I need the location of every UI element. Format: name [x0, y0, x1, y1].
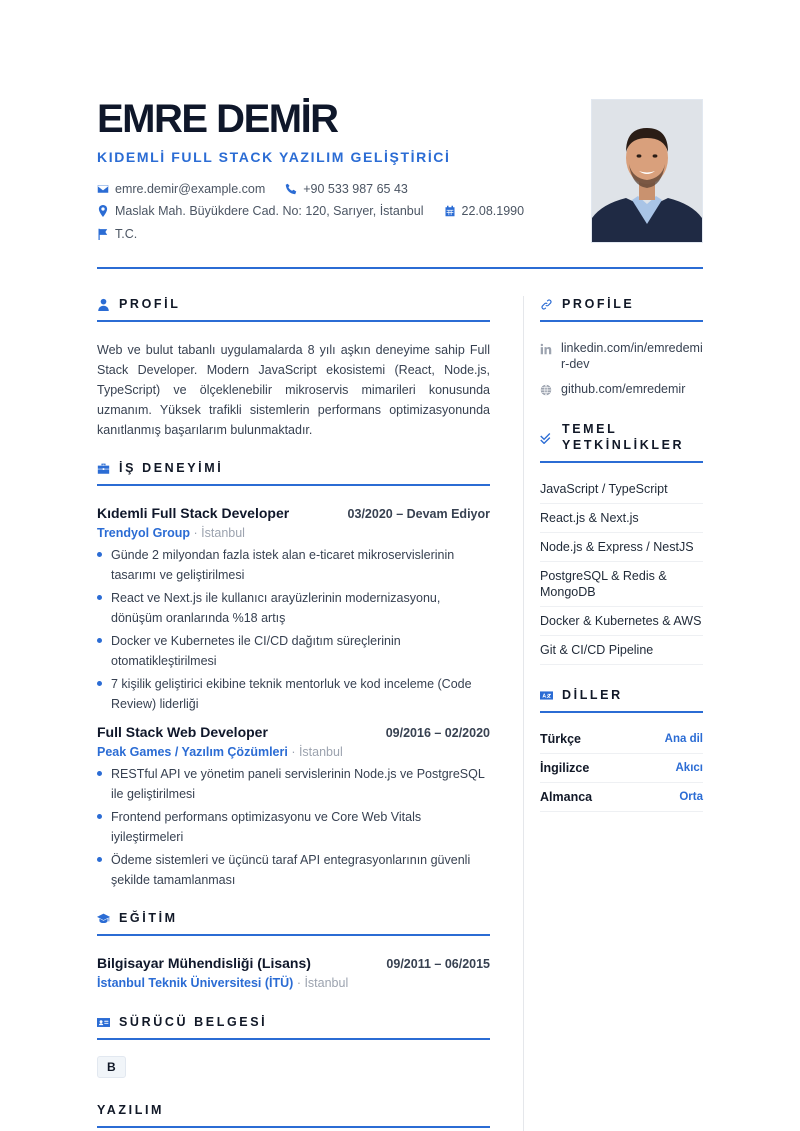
job-date: 03/2020 – Devam Ediyor: [347, 507, 490, 521]
phone-icon: [285, 183, 297, 195]
section-profile: [97, 296, 490, 440]
section-profiles: [540, 296, 703, 397]
section-header-profiles: [540, 296, 703, 322]
section-header-software: [97, 1102, 490, 1128]
portrait-image: [592, 100, 702, 242]
email-text: emre.demir@example.com: [115, 182, 266, 196]
list-item: 7 kişilik geliştirici ekibine teknik mentorluk ve kod inceleme (Code Review) liderliği: [97, 674, 490, 714]
list-item: JavaScript / TypeScript: [540, 475, 703, 504]
section-header-skills: [540, 421, 703, 463]
job-location: · İstanbul: [190, 526, 245, 540]
section-header-education: [97, 910, 490, 936]
job-company: Trendyol Group: [97, 526, 191, 540]
contact-row-1: [97, 181, 428, 197]
skills-list: [540, 475, 703, 665]
job-date: 09/2016 – 02/2020: [385, 726, 490, 740]
double-check-icon: [540, 431, 553, 444]
language-level: Orta: [679, 791, 703, 803]
list-item: RESTful API ve yönetim paneli servislerinin Node.js ve PostgreSQL ile geliştirilmesi: [97, 764, 490, 804]
linkedin-link[interactable]: [540, 340, 703, 372]
list-item: [540, 783, 703, 812]
list-item: Node.js & Express / NestJS: [540, 533, 703, 562]
candidate-title: KIDEMLİ FULL STACK YAZILIM GELİŞTİRİCİ: [97, 149, 451, 165]
resume-page: [97, 0, 703, 1131]
phone-text: +90 533 987 65 43: [303, 182, 408, 196]
school: İstanbul Teknik Üniversitesi (İTÜ): [97, 976, 294, 990]
section-experience: [97, 460, 490, 890]
job-entry: [97, 504, 490, 714]
section-title: EĞİTİM: [119, 911, 178, 925]
section-title: DİLLER: [562, 688, 623, 702]
language-name: Türkçe: [540, 732, 581, 746]
birthdate-text: 22.08.1990: [461, 204, 525, 218]
envelope-icon: [97, 183, 109, 195]
list-item: React.js & Next.js: [540, 504, 703, 533]
main-column: [97, 296, 490, 1128]
job-bullets: [97, 545, 490, 714]
list-item: Docker & Kubernetes & AWS: [540, 607, 703, 636]
section-skills: [540, 421, 703, 665]
license-badge: B: [97, 1056, 126, 1078]
languages-list: [540, 725, 703, 812]
section-title: PROFİL: [119, 297, 181, 311]
job-title: Full Stack Web Developer: [97, 724, 268, 740]
list-item: Docker ve Kubernetes ile CI/CD dağıtım süreçlerinin otomatikleştirilmesi: [97, 631, 490, 671]
profile-summary: Web ve bulut tabanlı uygulamalarda 8 yılı aşkın deneyime sahip Full Stack Developer. Modern JavaScript ekosistemi (React, Node.js, TypeScript) ve ölçeklenebilir mikroservis mimarileri konusunda uzmanım. Yüksek trafikli sistemlerin performans optimizasyonunda kanıtlanmış başarılarım bulunmaktadır.: [97, 343, 490, 437]
section-header-experience: [97, 460, 490, 486]
contact-row-3: [97, 226, 157, 242]
profile-photo: [591, 99, 703, 243]
section-languages: [540, 687, 703, 812]
flag-icon: [97, 228, 109, 240]
education-entry: [97, 954, 490, 992]
list-item: Ödeme sistemleri ve üçüncü taraf API entegrasyonlarının güvenli şekilde tamamlanması: [97, 850, 490, 890]
section-title: TEMEL YETKİNLİKLER: [562, 422, 685, 452]
list-item: Frontend performans optimizasyonu ve Core Web Vitals iyileştirmeleri: [97, 807, 490, 847]
section-title: SÜRÜCÜ BELGESİ: [119, 1015, 268, 1029]
linkedin-text: linkedin.com/in/emredemir-dev: [561, 341, 703, 371]
school-location: · İstanbul: [293, 976, 349, 990]
degree: Bilgisayar Mühendisliği (Lisans): [97, 955, 311, 971]
globe-icon: [540, 384, 552, 396]
language-level: Akıcı: [675, 762, 703, 774]
linkedin-icon: [540, 343, 552, 355]
link-icon: [540, 298, 553, 311]
github-link[interactable]: [540, 381, 703, 397]
job-bullets: [97, 764, 490, 890]
user-icon: [97, 298, 110, 311]
briefcase-icon: [97, 462, 110, 475]
language-icon: [540, 689, 553, 702]
github-text: github.com/emredemir: [561, 382, 686, 396]
job-title: Kıdemli Full Stack Developer: [97, 505, 290, 521]
contact-phone[interactable]: [285, 181, 408, 197]
section-header-profile: [97, 296, 490, 322]
nationality-text: T.C.: [115, 227, 138, 241]
header-divider: [97, 267, 703, 269]
job-entry: [97, 723, 490, 890]
list-item: PostgreSQL & Redis & MongoDB: [540, 562, 703, 607]
language-name: İngilizce: [540, 761, 590, 775]
education-date: 09/2011 – 06/2015: [386, 957, 490, 971]
list-item: React ve Next.js ile kullanıcı arayüzlerinin modernizasyonu, dönüşüm oranlarında %18 artış: [97, 588, 490, 628]
address-text: Maslak Mah. Büyükdere Cad. No: 120, Sarıyer, İstanbul: [115, 204, 424, 218]
map-pin-icon: [97, 205, 109, 217]
candidate-name: EMRE DEMİR: [97, 97, 338, 141]
section-education: [97, 910, 490, 992]
section-header-license: [97, 1014, 490, 1040]
id-card-icon: [97, 1016, 110, 1029]
job-location: · İstanbul: [287, 745, 343, 759]
section-license: [97, 1014, 490, 1078]
list-item: [540, 725, 703, 754]
contact-birthdate: [444, 203, 525, 219]
language-level: Ana dil: [664, 733, 703, 745]
sidebar-column: [540, 296, 703, 812]
section-header-languages: [540, 687, 703, 713]
list-item: [540, 754, 703, 783]
contact-row-2: [97, 203, 544, 219]
job-company: Peak Games / Yazılım Çözümleri: [97, 745, 288, 759]
contact-email[interactable]: [97, 181, 265, 197]
section-title: PROFİLE: [562, 297, 635, 311]
language-name: Almanca: [540, 790, 593, 804]
section-title: İŞ DENEYİMİ: [119, 461, 224, 475]
graduation-cap-icon: [97, 912, 110, 925]
calendar-icon: [444, 205, 456, 217]
list-item: Git & CI/CD Pipeline: [540, 636, 703, 665]
contact-address: [97, 203, 424, 219]
section-title: YAZILIM: [97, 1103, 165, 1117]
column-divider: [523, 296, 524, 1131]
list-item: Günde 2 milyondan fazla istek alan e-ticaret mikroservislerinin tasarımı ve geliştirilmesi: [97, 545, 490, 585]
contact-nationality: [97, 226, 137, 242]
section-software: [97, 1102, 490, 1128]
